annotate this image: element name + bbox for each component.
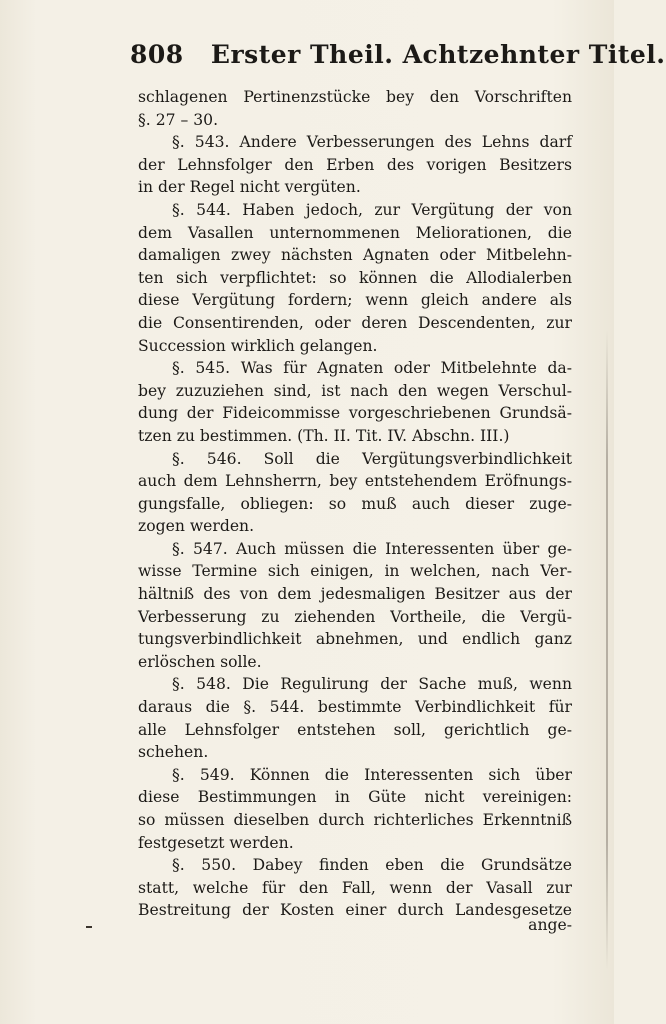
text-line: zogen werden. <box>138 517 255 536</box>
text-line: dem Vasallen unternommenen Meliorationen, die <box>138 223 572 242</box>
text-line: schehen. <box>138 743 209 762</box>
running-title: Erster Theil. Achtzehnter Titel. <box>210 40 666 69</box>
text-line: so müssen dieselben durch richterliches Erkenntniß <box>138 811 572 829</box>
body-text <box>138 86 572 922</box>
text-line: §. 546. Soll die Vergütungsverbindlichkeit <box>172 449 572 468</box>
text-line: §. 550. Dabey finden eben die Grundsätze <box>172 856 572 875</box>
text-line: daraus die §. 544. bestimmte Verbindlichkeit für <box>138 698 572 717</box>
text-line: §. 548. Die Regulirung der Sache muß, wenn <box>172 675 572 694</box>
text-line: diese Vergütung fordern; wenn gleich andere als <box>138 291 572 310</box>
text-line: hältniß des von dem jedesmaligen Besitzer aus der <box>138 585 572 604</box>
text-line: §. 545. Was für Agnaten oder Mitbelehnte da- <box>172 359 572 378</box>
text-line: §. 27 – 30. <box>138 110 219 129</box>
catchword: ange- <box>528 916 572 934</box>
text-line: die Consentirenden, oder deren Descendenten, zur <box>138 313 572 332</box>
text-line: bey zuzuziehen sind, ist nach den wegen Verschul- <box>138 381 572 400</box>
text-line: wisse Termine sich einigen, in welchen, nach Ver- <box>138 562 572 581</box>
margin-mark <box>86 926 92 928</box>
text-line: tungsverbindlichkeit abnehmen, und endlich ganz <box>138 630 572 649</box>
page-number: 808 <box>130 40 184 69</box>
text-line: schlagenen Pertinenzstücke bey den Vorschriften <box>138 88 572 106</box>
text-line: gungsfalle, obliegen: so muß auch dieser zuge- <box>138 494 572 513</box>
page-edge-shadow <box>606 330 608 970</box>
text-line: tzen zu bestimmen. (Th. II. Tit. IV. Abschn. III.) <box>138 426 510 445</box>
text-line: erlöschen solle. <box>138 652 262 671</box>
text-line: §. 547. Auch müssen die Interessenten über ge- <box>172 539 572 558</box>
text-line: diese Bestimmungen in Güte nicht vereinigen: <box>138 788 572 807</box>
running-header <box>130 40 666 76</box>
text-line: der Lehnsfolger den Erben des vorigen Besitzers <box>138 155 572 174</box>
text-line: Verbesserung zu ziehenden Vortheile, die Vergü- <box>138 607 572 626</box>
text-line: ten sich verpflichtet: so können die Allodialerben <box>138 268 572 287</box>
text-line: Succession wirklich gelangen. <box>138 336 378 355</box>
text-line: Bestreitung der Kosten einer durch Landesgesetze <box>138 901 572 920</box>
text-line: dung der Fideicommisse vorgeschriebenen Grundsä- <box>138 404 572 423</box>
text-line: statt, welche für den Fall, wenn der Vasall zur <box>138 878 572 897</box>
text-line: auch dem Lehnsherrn, bey entstehendem Eröfnungs- <box>138 472 572 491</box>
text-line: §. 544. Haben jedoch, zur Vergütung der von <box>172 200 572 219</box>
text-line: §. 543. Andere Verbesserungen des Lehns darf <box>172 133 572 152</box>
text-line: in der Regel nicht vergüten. <box>138 178 361 197</box>
text-line: damaligen zwey nächsten Agnaten oder Mitbelehn- <box>138 246 572 265</box>
text-line: festgesetzt werden. <box>138 833 294 852</box>
text-line: §. 549. Können die Interessenten sich über <box>172 765 572 784</box>
text-line: alle Lehnsfolger entstehen soll, gerichtlich ge- <box>138 720 572 739</box>
